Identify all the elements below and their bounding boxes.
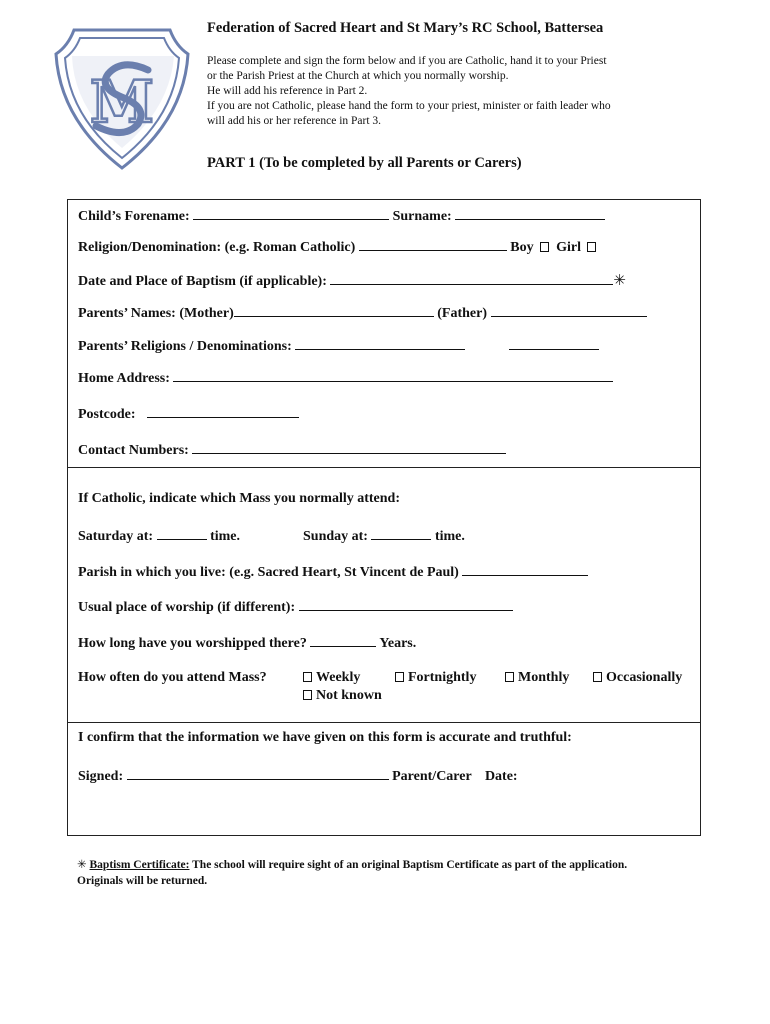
time-label: time.	[434, 529, 465, 544]
how-long-label: How long have you worshipped there?	[78, 636, 307, 651]
row-sunday	[303, 527, 465, 545]
contact-field[interactable]	[192, 441, 506, 454]
crest-letter-m: M	[89, 68, 155, 136]
occasionally-checkbox[interactable]	[593, 672, 602, 682]
row-religion	[78, 238, 600, 256]
row-usual-place	[78, 598, 513, 616]
footnote-line2: Originals will be returned.	[77, 875, 208, 887]
boy-checkbox[interactable]	[540, 242, 549, 252]
monthly-label: Monthly	[518, 670, 570, 685]
row-home-address	[78, 369, 613, 387]
not-known-checkbox[interactable]	[303, 690, 312, 700]
monthly-checkbox[interactable]	[505, 672, 514, 682]
postcode-field[interactable]	[147, 405, 299, 418]
date-label: Date:	[484, 769, 518, 784]
asterisk-icon: ✳	[77, 859, 87, 871]
footnote	[77, 857, 627, 889]
girl-checkbox[interactable]	[587, 242, 596, 252]
girl-label: Girl	[556, 240, 581, 255]
saturday-time-field[interactable]	[157, 527, 207, 540]
school-crest-logo	[52, 24, 192, 172]
weekly-checkbox[interactable]	[303, 672, 312, 682]
option-occasionally[interactable]	[593, 670, 682, 686]
contact-label: Contact Numbers:	[78, 443, 189, 458]
parent-religion-field[interactable]	[295, 337, 465, 350]
parent-carer-label: Parent/Carer	[392, 769, 472, 784]
occasionally-label: Occasionally	[606, 670, 683, 685]
usual-place-label: Usual place of worship (if different):	[78, 600, 296, 615]
parish-label: Parish in which you live: (e.g. Sacred Heart, St Vincent de Paul)	[78, 565, 459, 580]
saturday-label: Saturday at:	[78, 529, 154, 544]
option-weekly[interactable]	[303, 670, 360, 686]
sunday-time-field[interactable]	[371, 527, 431, 540]
parish-field[interactable]	[462, 563, 588, 576]
signature-field[interactable]	[127, 767, 389, 780]
boy-label: Boy	[510, 240, 534, 255]
row-parents-names	[78, 304, 647, 322]
option-not-known[interactable]	[303, 688, 382, 704]
forename-label: Child’s Forename:	[78, 209, 190, 224]
how-long-field[interactable]	[310, 634, 376, 647]
row-parents-religions	[78, 337, 599, 355]
sunday-label: Sunday at:	[303, 529, 368, 544]
surname-field[interactable]	[455, 207, 605, 220]
how-often-label: How often do you attend Mass?	[78, 670, 267, 685]
home-address-field[interactable]	[173, 369, 613, 382]
row-postcode	[78, 405, 299, 423]
home-address-label: Home Address:	[78, 371, 170, 386]
intro-line: He will add his reference in Part 2.	[207, 85, 368, 97]
religion-label: Religion/Denomination: (e.g. Roman Catholic)	[78, 240, 356, 255]
intro-line: or the Parish Priest at the Church at which you normally worship.	[207, 70, 509, 82]
row-signature	[78, 767, 518, 785]
fortnightly-label: Fortnightly	[408, 670, 477, 685]
footnote-line1: The school will require sight of an original Baptism Certificate as part of the application.	[192, 859, 628, 871]
weekly-label: Weekly	[316, 670, 361, 685]
school-title: Federation of Sacred Heart and St Mary’s RC School, Battersea	[207, 20, 604, 36]
signed-label: Signed:	[78, 769, 124, 784]
part1-heading: PART 1 (To be completed by all Parents or Carers)	[207, 155, 522, 171]
fortnightly-checkbox[interactable]	[395, 672, 404, 682]
postcode-label: Postcode:	[78, 407, 136, 422]
forename-field[interactable]	[193, 207, 389, 220]
row-child-name	[78, 207, 605, 225]
row-how-long	[78, 634, 416, 652]
row-parish	[78, 563, 588, 581]
option-monthly[interactable]	[505, 670, 569, 686]
years-label: Years.	[379, 636, 417, 651]
row-contact	[78, 441, 506, 459]
mother-name-field[interactable]	[234, 304, 434, 317]
confirm-text: I confirm that the information we have given on this form is accurate and truthful:	[78, 730, 572, 745]
mass-heading: If Catholic, indicate which Mass you normally attend:	[78, 491, 400, 506]
parent-religion-field[interactable]	[509, 337, 599, 350]
intro-line: Please complete and sign the form below and if you are Catholic, hand it to your Priest	[207, 55, 607, 67]
baptism-field[interactable]	[330, 272, 613, 285]
section-divider	[67, 467, 701, 468]
row-baptism	[78, 271, 626, 290]
time-label: time.	[210, 529, 240, 544]
option-fortnightly[interactable]	[395, 670, 476, 686]
mother-label: Parents’ Names: (Mother)	[78, 306, 234, 321]
religion-field[interactable]	[359, 238, 507, 251]
asterisk-icon: ✳	[613, 273, 626, 289]
baptism-label: Date and Place of Baptism (if applicable):	[78, 274, 327, 289]
intro-line: If you are not Catholic, please hand the form to your priest, minister or faith leader who	[207, 100, 611, 112]
surname-label: Surname:	[392, 209, 452, 224]
row-mass-times	[78, 527, 240, 545]
father-label: (Father)	[437, 306, 488, 321]
intro-text	[207, 54, 687, 129]
footnote-title: Baptism Certificate:	[89, 859, 190, 871]
usual-place-field[interactable]	[299, 598, 513, 611]
not-known-label: Not known	[316, 688, 382, 703]
father-name-field[interactable]	[491, 304, 647, 317]
section-divider	[67, 722, 701, 723]
parents-religions-label: Parents’ Religions / Denominations:	[78, 339, 292, 354]
intro-line: will add his or her reference in Part 3.	[207, 115, 382, 127]
